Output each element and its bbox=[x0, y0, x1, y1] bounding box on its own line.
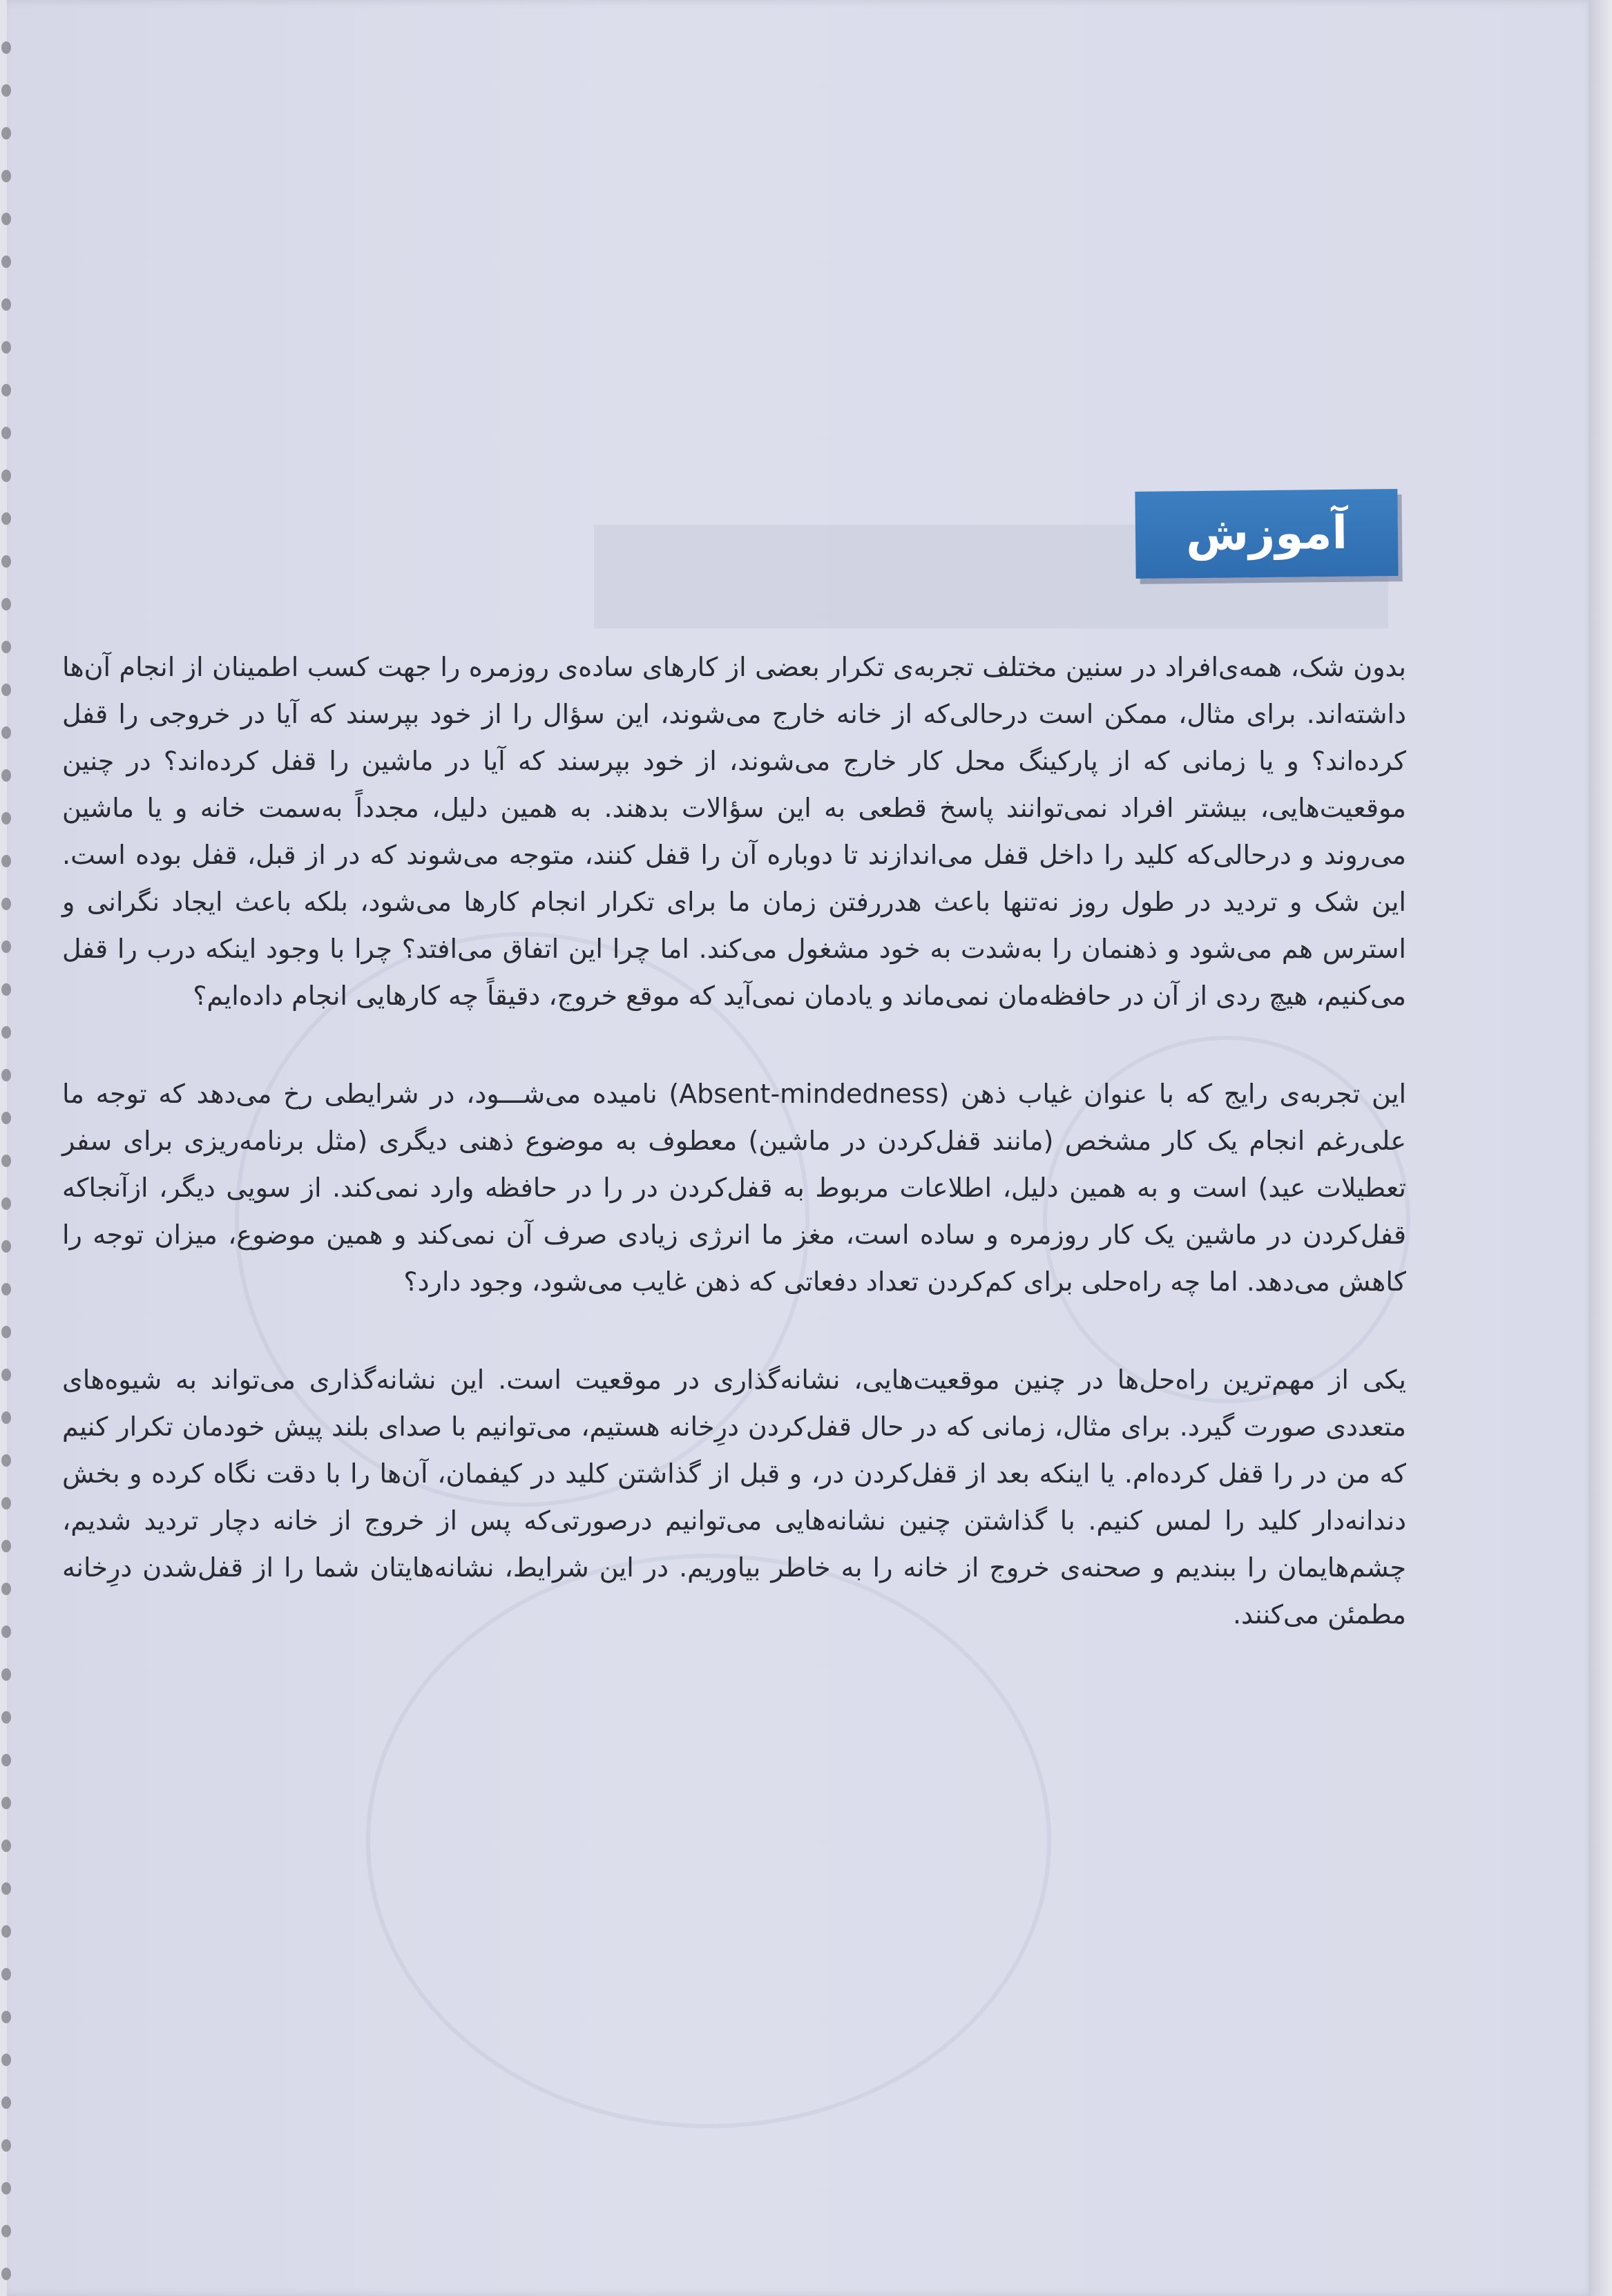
binding-hole bbox=[1, 1540, 11, 1552]
binding-hole bbox=[1, 641, 11, 653]
binding-hole bbox=[1, 555, 11, 568]
binding-hole bbox=[1, 1240, 11, 1253]
binding-hole bbox=[1, 1069, 11, 1081]
binding-hole bbox=[1, 512, 11, 525]
binding-hole bbox=[1, 1668, 11, 1681]
binding-hole bbox=[1, 41, 11, 54]
binding-hole bbox=[1, 1797, 11, 1809]
binding-hole bbox=[1, 983, 11, 996]
binding-hole bbox=[1, 684, 11, 696]
page-edge bbox=[1589, 0, 1612, 2296]
binding-hole bbox=[1, 298, 11, 311]
binding-hole bbox=[1, 1925, 11, 1938]
binding-hole bbox=[1, 726, 11, 739]
binding-hole bbox=[1, 2225, 11, 2237]
binding-hole bbox=[1, 213, 11, 225]
binding-hole bbox=[1, 127, 11, 139]
binding-hole bbox=[1, 427, 11, 439]
binding-hole bbox=[1, 1197, 11, 1210]
paragraph: یکی از مهم‌ترین راه‌حل‌ها در چنین موقعیت‌هایی، نشانه‌گذاری در موقعیت است. این نشانه‌گذاری می‌تواند به شیوه‌های متعددی صورت گیرد. برای مثال، زمانی که در حال قفل‌کردن درِخانه هستیم، می‌توانیم با صدای بلند پیش خودمان تکرار کنیم که من در را قفل کرده‌ام. یا اینکه بعد از قفل‌کردن در، و قبل از گذاشتن کلید در کیفمان، آن‌ها را با دقت نگاه کرده و بخش دندانه‌دار کلید را لمس کنیم. با گذاشتن چنین نشانه‌هایی می‌توانیم درصورتی‌که پس از خروج از خانه دچار تردید شدیم، چشم‌هایمان را ببندیم و صحنه‌ی خروج از خانه را به خاطر بیاوریم. در این شرایط، نشانه‌هایتان شما را از قفل‌شدن درِخانه مطمئن می‌کنند. bbox=[62, 1364, 1406, 1630]
binding-hole bbox=[1, 1326, 11, 1338]
binding-hole bbox=[1, 812, 11, 824]
binding-hole bbox=[1, 1754, 11, 1766]
binding-hole bbox=[1, 1454, 11, 1467]
binding-hole bbox=[1, 470, 11, 482]
binding-hole bbox=[1, 1840, 11, 1852]
binding-hole bbox=[1, 940, 11, 953]
binding-hole bbox=[1, 2139, 11, 2152]
paragraph: این تجربه‌ی رایج که با عنوان غیاب ذهن (Absent-mindedness) نامیده می‌شـــود، در شرایطی رخ می‌دهد که توجه ما علی‌رغم انجام یک کار مشخص (مانند قفل‌کردن در ماشین) معطوف به موضوع ذهنی دیگری (مثل برنامه‌ریزی برای سفر تعطیلات عید) است و به همین دلیل، اطلاعات مربوط به قفل‌کردن در را در حافظه وارد نمی‌کند. از سویی دیگر، ازآنجاکه قفل‌کردن در ماشین یک کار روزمره و ساده است، مغز ما انرژی زیادی صرف آن نمی‌کند و همین موضوع، میزان توجه را کاهش می‌دهد. اما چه راه‌حلی برای کم‌کردن تعداد دفعاتی که ذهن غایب می‌شود، وجود دارد؟ bbox=[62, 1079, 1407, 1297]
binding-hole bbox=[1, 1026, 11, 1039]
binding-hole bbox=[1, 2268, 11, 2280]
binding-hole bbox=[1, 341, 11, 354]
section-heading-badge bbox=[1135, 489, 1398, 579]
binding-hole bbox=[1, 1968, 11, 1980]
binding-hole bbox=[1, 2011, 11, 2023]
binding-hole bbox=[1, 384, 11, 396]
binding-hole bbox=[1, 898, 11, 910]
binding-hole bbox=[1, 1625, 11, 1638]
binding-hole bbox=[1, 255, 11, 268]
binding-hole bbox=[1, 84, 11, 97]
spiral-binding bbox=[0, 0, 21, 2296]
paragraph: بدون شک، همه‌ی‌افراد در سنین مختلف تجربه‌ی تکرار بعضی از کارهای ساده‌ی روزمره را جهت کسب اطمینان از انجام آن‌ها داشته‌اند. برای مثال، ممکن است درحالی‌که از خانه خارج می‌شوند، این سؤال را از خود بپرسند که آیا در خروجی را قفل کرده‌اند؟ و یا زمانی که از پارکینگ محل کار خارج می‌شوند، از خود بپرسند که آیا در ماشین را قفل کرده‌اند؟ در چنین موقعیت‌هایی، بیشتر افراد نمی‌توانند پاسخ قطعی به این سؤالات بدهند. به همین دلیل، مجدداً به‌سمت خانه و یا ماشین می‌روند و درحالی‌که کلید را داخل قفل می‌اندازند تا دوباره آن را قفل کنند، متوجه می‌شوند که در از قبل، قفل بوده است. این شک و تردید در طول روز نه‌تنها باعث هدررفتن زمان ما برای تکرار انجام کارها می‌شود، بلکه باعث ایجاد نگرانی و استرس هم می‌شود و ذهنمان را به‌شدت به خود مشغول می‌کند. اما چرا این اتفاق می‌افتد؟ چرا با وجود اینکه درب را قفل می‌کنیم، هیچ ردی از آن در حافظه‌مان نمی‌ماند و یادمان نمی‌آید که موقع خروج، دقیقاً چه کارهایی انجام داده‌ایم؟ bbox=[62, 652, 1406, 1011]
binding-hole bbox=[1, 769, 11, 782]
section-heading: آموزش bbox=[1185, 505, 1348, 561]
binding-hole bbox=[1, 1155, 11, 1167]
binding-hole bbox=[1, 2182, 11, 2194]
binding-hole bbox=[1, 598, 11, 610]
binding-hole bbox=[1, 2096, 11, 2109]
binding-hole bbox=[1, 1711, 11, 1724]
binding-hole bbox=[1, 1882, 11, 1895]
binding-hole bbox=[1, 2054, 11, 2066]
binding-hole bbox=[1, 1283, 11, 1295]
binding-hole bbox=[1, 1369, 11, 1381]
binding-hole bbox=[1, 855, 11, 867]
binding-hole bbox=[1, 1411, 11, 1424]
article-body bbox=[62, 644, 1406, 1689]
binding-hole bbox=[1, 170, 11, 182]
binding-hole bbox=[1, 1112, 11, 1124]
binding-hole bbox=[1, 1583, 11, 1595]
binding-hole bbox=[1, 1497, 11, 1509]
